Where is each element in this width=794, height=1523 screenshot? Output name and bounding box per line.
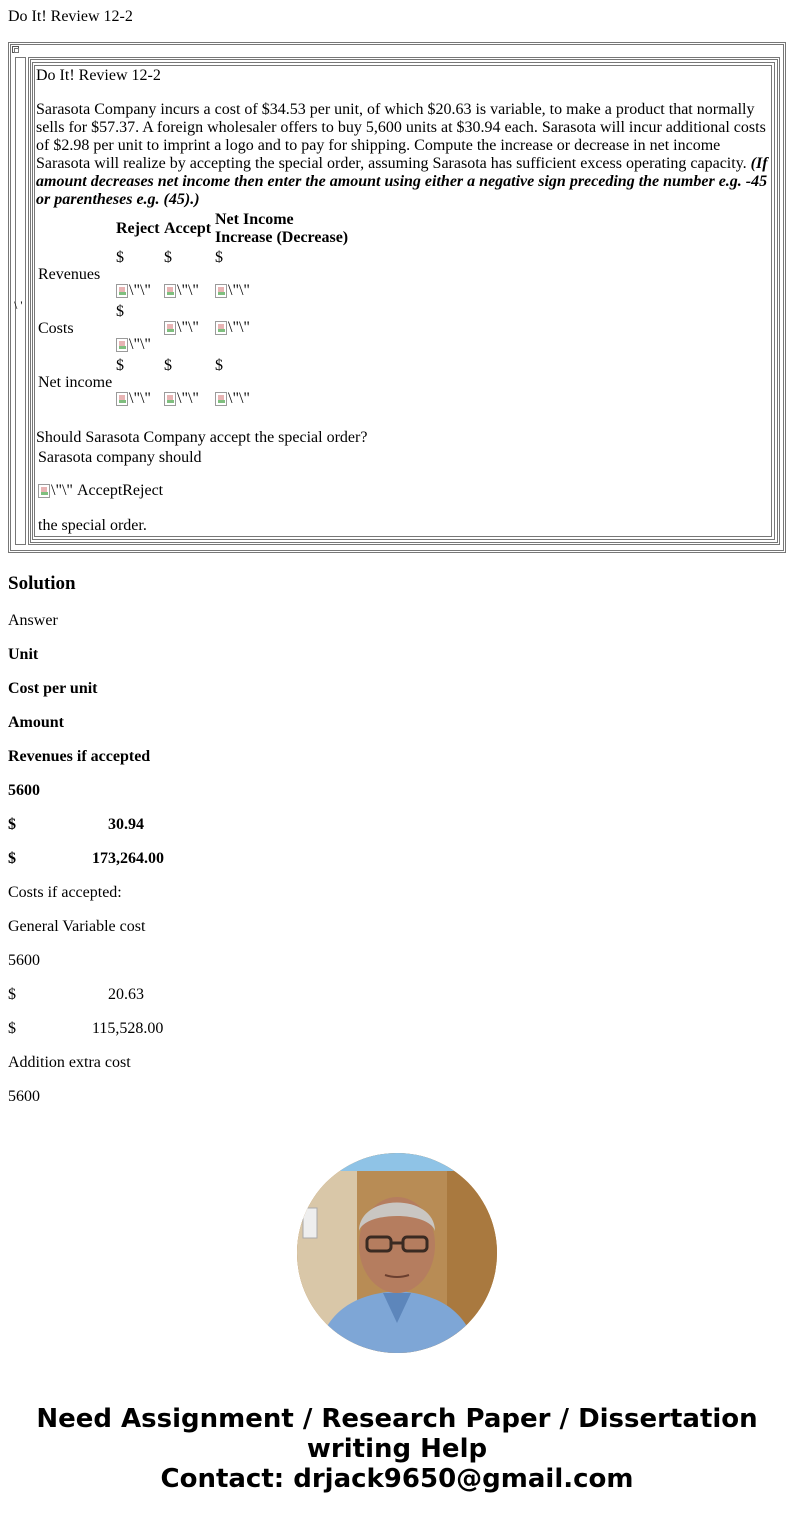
decision-suffix: the special order.: [38, 517, 147, 534]
solution-cost-per-unit-label: Cost per unit: [8, 680, 98, 697]
revenues-amount: 173,264.00: [92, 850, 164, 867]
revenues-amount-currency: $: [8, 850, 16, 867]
net-accept-currency: $: [164, 357, 172, 374]
question-instruction: (If amount decreases net income then enter the amount using either a negative sign preceding the number e.g. -45 or parentheses e.g. (45).): [36, 155, 768, 208]
net-net-input[interactable]: \"\": [215, 391, 250, 407]
question-title: Do It! Review 12-2: [36, 67, 161, 84]
net-accept-input[interactable]: \"\": [164, 391, 199, 407]
broken-image-icon: [215, 321, 227, 335]
decision-question: Should Sarasota Company accept the special order?: [36, 429, 368, 446]
solution-amount-label: Amount: [8, 714, 65, 731]
page-title: Do It! Review 12-2: [8, 8, 133, 25]
costs-reject-input[interactable]: \"\": [116, 337, 151, 353]
revenues-accept-input[interactable]: \"\": [164, 283, 199, 299]
variable-cost: 20.63: [108, 986, 144, 1003]
author-avatar: [297, 1153, 497, 1353]
promo-line-2: writing Help: [306, 1434, 488, 1464]
costs-net-input[interactable]: \"\": [215, 320, 250, 336]
row-label-revenues: Revenues: [38, 266, 101, 283]
broken-image-icon: [116, 392, 128, 406]
revenues-net-input[interactable]: \"\": [215, 283, 250, 299]
broken-image-icon: [215, 392, 227, 406]
question-body: [36, 101, 772, 209]
broken-image-icon: [215, 284, 227, 298]
revenues-price-currency: $: [8, 816, 16, 833]
general-variable-cost-label: General Variable cost: [8, 918, 146, 935]
decision-prefix: Sarasota company should: [38, 449, 202, 466]
revenues-units: 5600: [8, 782, 40, 799]
frame-corner-icon: [12, 46, 19, 53]
variable-units: 5600: [8, 952, 40, 969]
variable-cost-currency: $: [8, 986, 16, 1003]
revenues-net-currency: $: [215, 249, 223, 266]
stray-marks: \ ': [14, 298, 23, 312]
revenues-reject-currency: $: [116, 249, 124, 266]
question-text: Sarasota Company incurs a cost of $34.53 per unit, of which $20.63 is variable, to make a product that normally sells for $57.37. A foreign wholesaler offers to buy 5,600 units at $30.94 each. Sarasota will incur additional costs of $2.98 per unit to imprint a logo and to pay for shipping. Compute the increase or decrease in net income Sarasota will realize by accepting the special order, assuming Sarasota has sufficient excess operating capacity.: [36, 101, 766, 172]
variable-amount: 115,528.00: [92, 1020, 164, 1037]
promo-contact: Contact: drjack9650@gmail.com: [160, 1464, 634, 1494]
revenues-reject-input[interactable]: \"\": [116, 283, 151, 299]
header-net-income-sub: Increase (Decrease): [215, 229, 349, 246]
promo-line-1: Need Assignment / Research Paper / Dissertation: [36, 1404, 758, 1434]
row-label-net-income: Net income: [38, 374, 113, 391]
extra-units: 5600: [8, 1088, 40, 1105]
net-reject-currency: $: [116, 357, 124, 374]
broken-image-icon: [116, 338, 128, 352]
avatar-portrait: [297, 1153, 497, 1353]
revenues-price: 30.94: [108, 816, 144, 833]
solution-heading: Solution: [8, 573, 76, 594]
broken-image-icon: [38, 484, 50, 498]
broken-image-icon: [164, 321, 176, 335]
solution-unit-label: Unit: [8, 646, 39, 663]
variable-amount-currency: $: [8, 1020, 16, 1037]
revenues-accept-currency: $: [164, 249, 172, 266]
broken-image-icon: [164, 392, 176, 406]
row-label-costs: Costs: [38, 320, 74, 337]
revenues-if-accepted-label: Revenues if accepted: [8, 748, 151, 765]
costs-reject-currency: $: [116, 303, 124, 320]
broken-image-icon: [116, 284, 128, 298]
costs-accept-input[interactable]: \"\": [164, 320, 199, 336]
header-reject: Reject: [116, 220, 160, 237]
decision-options: AcceptReject: [76, 482, 164, 499]
net-net-currency: $: [215, 357, 223, 374]
header-accept: Accept: [164, 220, 212, 237]
broken-image-icon: [164, 284, 176, 298]
costs-if-accepted-label: Costs if accepted:: [8, 884, 122, 901]
addition-extra-cost-label: Addition extra cost: [8, 1054, 131, 1071]
solution-answer: Answer: [8, 612, 58, 629]
decision-select[interactable]: \"\" AcceptReject: [38, 483, 163, 499]
header-net-income: Net Income: [215, 211, 294, 228]
net-reject-input[interactable]: \"\": [116, 391, 151, 407]
